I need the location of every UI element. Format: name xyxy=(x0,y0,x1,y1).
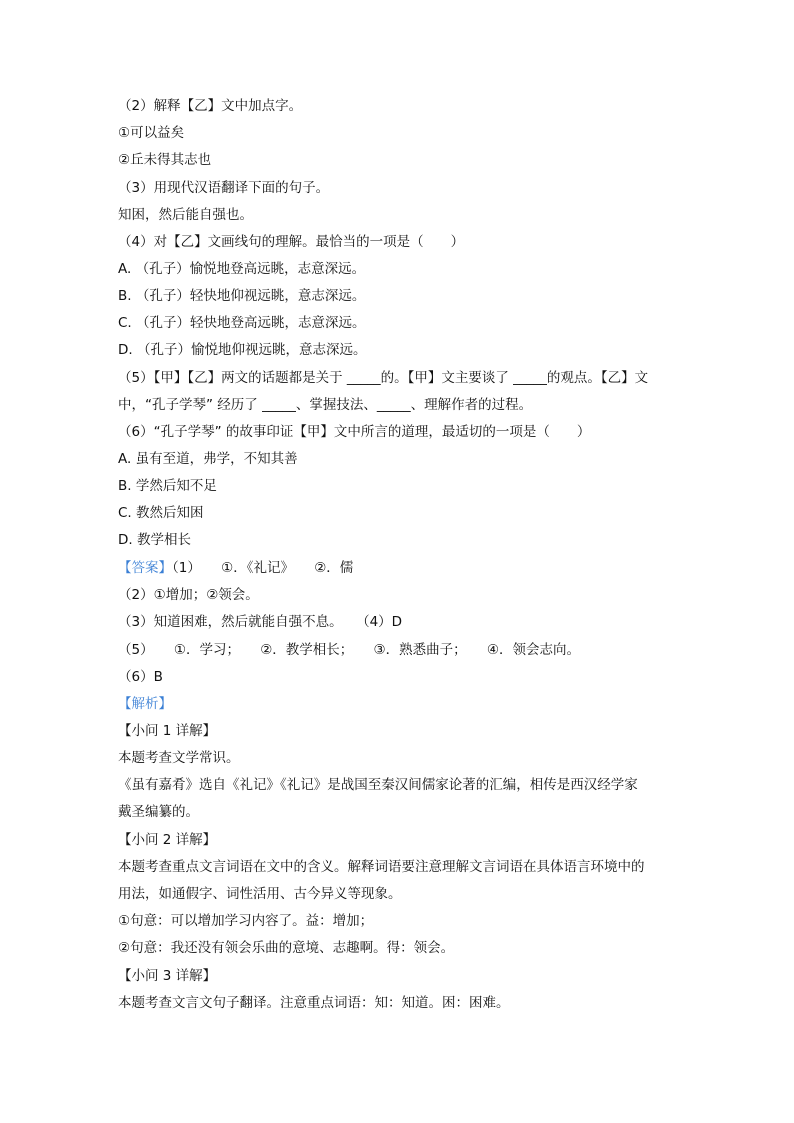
answer-line-2: （2）①增加；②领会。 xyxy=(118,587,259,603)
analysis-label: 【解析】 xyxy=(118,696,172,712)
sub1-line-1: 本题考查文学常识。 xyxy=(118,750,240,766)
sub1-line-2: 《虽有嘉肴》选自《礼记》《礼记》是战国至秦汉间儒家论著的汇编，相传是西汉经学家 xyxy=(118,777,638,793)
answer-label: 【答案】 xyxy=(118,560,172,576)
q5-line-1: （5）【甲】【乙】两文的话题都是关于 _____的。【甲】文主要谈了 _____的观点。【乙】文 xyxy=(118,370,649,386)
answer-line-4: （5） ①．学习； ②．教学相长； ③．熟悉曲子； ④．领会志向。 xyxy=(118,642,580,658)
sub2-line-1: 本题考查重点文言词语在文中的含义。解释词语要注意理解文言词语在具体语言环境中的 xyxy=(118,859,645,875)
sub2-line-3: ①句意：可以增加学习内容了。益：增加； xyxy=(118,913,374,929)
q3-sentence: 知困，然后能自强也。 xyxy=(118,207,253,223)
q4-option-a: A. （孔子）愉悦地登高远眺，志意深远。 xyxy=(118,261,366,277)
sub3-line-1: 本题考查文言文句子翻译。注意重点词语：知：知道。困：困难。 xyxy=(118,995,510,1011)
q6-option-a: A. 虽有至道，弗学，不知其善 xyxy=(118,451,298,467)
q6-option-d: D. 教学相长 xyxy=(118,532,191,548)
q4-option-b: B. （孔子）轻快地仰视远眺，意志深远。 xyxy=(118,288,366,304)
sub1-line-3: 戴圣编纂的。 xyxy=(118,804,199,820)
sub2-line-2: 用法，如通假字、词性活用、古今异义等现象。 xyxy=(118,886,402,902)
q6-option-c: C. 教然后知困 xyxy=(118,505,204,521)
q4-option-c: C. （孔子）轻快地登高远眺，志意深远。 xyxy=(118,315,366,331)
answer-line-1 xyxy=(118,558,678,578)
q2-stem: （2）解释【乙】文中加点字。 xyxy=(118,98,303,114)
sub2-line-4: ②句意：我还没有领会乐曲的意境、志趣啊。得：领会。 xyxy=(118,940,455,956)
q6-stem: （6）“孔子学琴” 的故事印证【甲】文中所言的道理，最适切的一项是（ ） xyxy=(118,424,591,440)
q2-item-1: ①可以益矣 xyxy=(118,125,185,141)
q6-option-b: B. 学然后知不足 xyxy=(118,478,217,494)
sub1-heading: 【小问 1 详解】 xyxy=(118,723,217,739)
sub3-heading: 【小问 3 详解】 xyxy=(118,968,217,984)
q5-line-2: 中，“孔子学琴” 经历了 _____、掌握技法、_____、理解作者的过程。 xyxy=(118,397,533,413)
q3-stem: （3）用现代汉语翻译下面的句子。 xyxy=(118,180,330,196)
answer-line-5: （6）B xyxy=(118,669,163,685)
sub2-heading: 【小问 2 详解】 xyxy=(118,832,217,848)
answer-text-1: （1） ①．《礼记》 ②．儒 xyxy=(172,560,354,576)
q4-stem: （4）对【乙】文画线句的理解。最恰当的一项是（ ） xyxy=(118,234,465,250)
answer-line-3: （3）知道困难，然后就能自强不息。 （4）D xyxy=(118,614,403,630)
q2-item-2: ②丘未得其志也 xyxy=(118,152,212,168)
q4-option-d: D. （孔子）愉悦地仰视远眺，意志深远。 xyxy=(118,342,367,358)
